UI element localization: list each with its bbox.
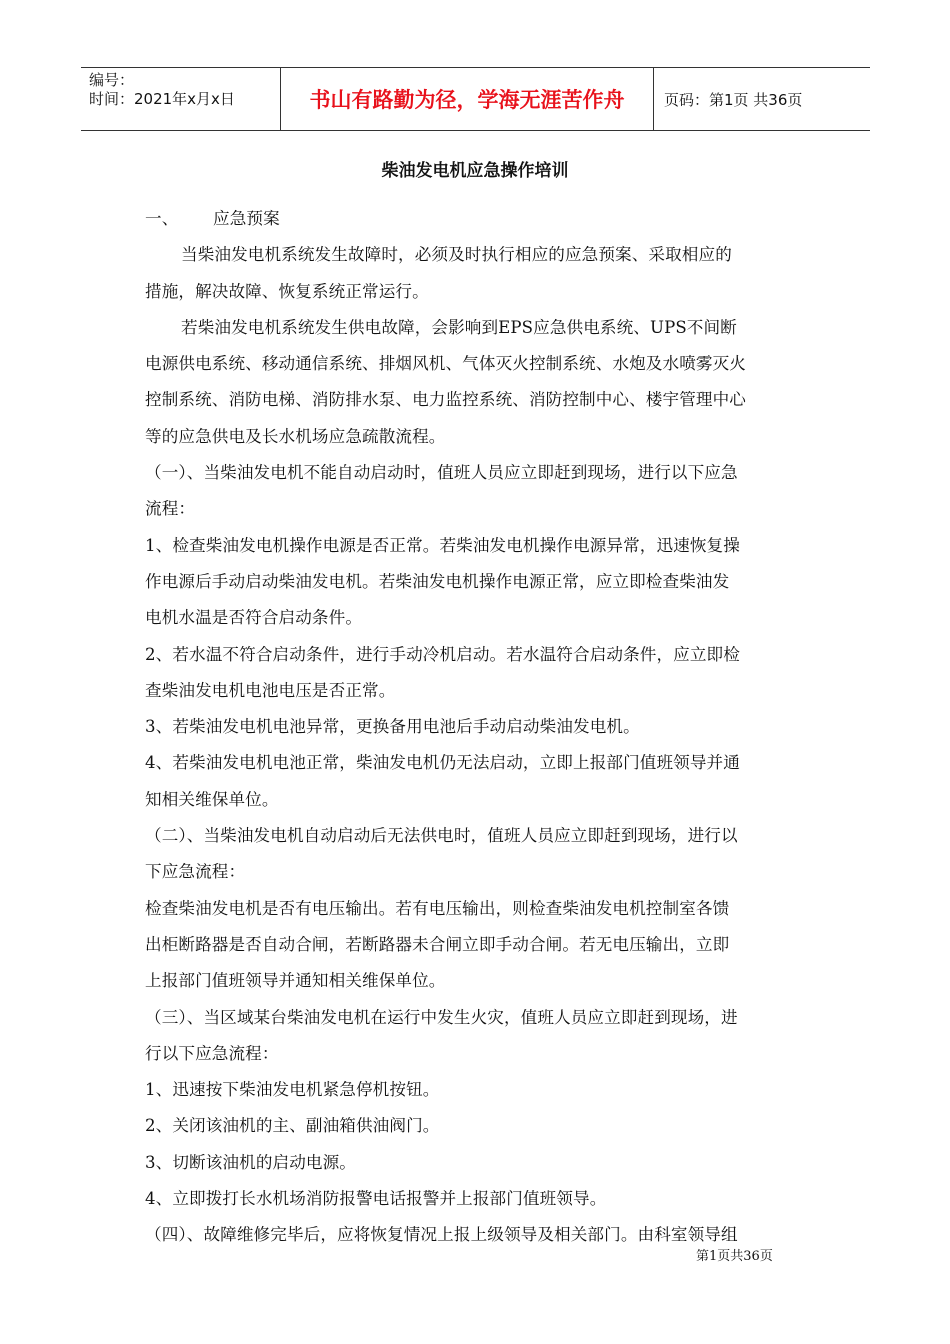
section-heading bbox=[145, 201, 810, 237]
paragraph-line: 出柜断路器是否自动合闸，若断路器未合闸立即手动合闸。若无电压输出，立即 bbox=[145, 934, 730, 954]
paragraph-line: 知相关维保单位。 bbox=[145, 789, 279, 809]
paragraph-line: 2、若水温不符合启动条件，进行手动冷机启动。若水温符合启动条件，应立即检 bbox=[145, 644, 740, 664]
paragraph-line: 3、切断该油机的启动电源。 bbox=[145, 1152, 356, 1172]
paragraph-line: 4、立即拨打长水机场消防报警电话报警并上报部门值班领导。 bbox=[145, 1189, 607, 1209]
header-meta bbox=[81, 68, 281, 130]
paragraph-line: 1、迅速按下柴油发电机紧急停机按钮。 bbox=[145, 1080, 440, 1100]
paragraph-line: 查柴油发电机电池电压是否正常。 bbox=[145, 680, 396, 700]
paragraph-line: 检查柴油发电机是否有电压输出。若有电压输出，则检查柴油发电机控制室各馈 bbox=[145, 898, 730, 918]
paragraph-line: 行以下应急流程： bbox=[145, 1043, 279, 1063]
document-body bbox=[145, 201, 810, 1254]
paragraph-line: 作电源后手动启动柴油发电机。若柴油发电机操作电源正常，应立即检查柴油发 bbox=[145, 571, 730, 591]
paragraph-line: （二）、当柴油发电机自动启动后无法供电时，值班人员应立即赶到现场，进行以 bbox=[145, 826, 738, 846]
paragraph-line: （一）、当柴油发电机不能自动启动时，值班人员应立即赶到现场，进行以下应急 bbox=[145, 463, 738, 483]
time-label: 时间：2021年x月x日 bbox=[89, 90, 235, 108]
paragraph-line: 下应急流程： bbox=[145, 862, 246, 882]
page-footer: 第1页共36页 bbox=[696, 1249, 773, 1264]
header-page-info: 页码：第1页 共36页 bbox=[664, 90, 803, 109]
document-title: 柴油发电机应急操作培训 bbox=[381, 161, 569, 181]
paragraph-line: 控制系统、消防电梯、消防排水泵、电力监控系统、消防控制中心、楼宇管理中心 bbox=[145, 390, 746, 410]
paragraph-line: 等的应急供电及长水机场应急疏散流程。 bbox=[145, 426, 446, 446]
page-header bbox=[81, 67, 870, 131]
paragraph-line: 若柴油发电机系统发生供电故障，会影响到EPS应急供电系统、UPS不间断 bbox=[181, 317, 737, 337]
number-label: 编号： bbox=[89, 71, 135, 89]
paragraph-line: 流程： bbox=[145, 499, 196, 519]
section-title: 应急预案 bbox=[213, 209, 280, 228]
paragraph-line: 上报部门值班领导并通知相关维保单位。 bbox=[145, 971, 446, 991]
paragraph-line: 3、若柴油发电机电池异常，更换备用电池后手动启动柴油发电机。 bbox=[145, 717, 640, 737]
paragraph-line: （四）、故障维修完毕后，应将恢复情况上报上级领导及相关部门。由科室领导组 bbox=[145, 1225, 738, 1245]
paragraph-line: 4、若柴油发电机电池正常，柴油发电机仍无法启动，立即上报部门值班领导并通 bbox=[145, 753, 740, 773]
section-number: 一、 bbox=[145, 209, 179, 228]
paragraph-line: 1、检查柴油发电机操作电源是否正常。若柴油发电机操作电源异常，迅速恢复操 bbox=[145, 535, 740, 555]
paragraph-line: 2、关闭该油机的主、副油箱供油阀门。 bbox=[145, 1116, 440, 1136]
paragraph-line: 措施，解决故障、恢复系统正常运行。 bbox=[145, 281, 429, 301]
header-motto: 书山有路勤为径，学海无涯苦作舟 bbox=[281, 68, 654, 130]
paragraph-line: 电源供电系统、移动通信系统、排烟风机、气体灭火控制系统、水炮及水喷雾灭火 bbox=[145, 354, 746, 374]
paragraph-line: 当柴油发电机系统发生故障时，必须及时执行相应的应急预案、采取相应的 bbox=[181, 245, 732, 265]
paragraph-line: （三）、当区域某台柴油发电机在运行中发生火灾，值班人员应立即赶到现场，进 bbox=[145, 1007, 738, 1027]
paragraph-line: 电机水温是否符合启动条件。 bbox=[145, 608, 363, 628]
